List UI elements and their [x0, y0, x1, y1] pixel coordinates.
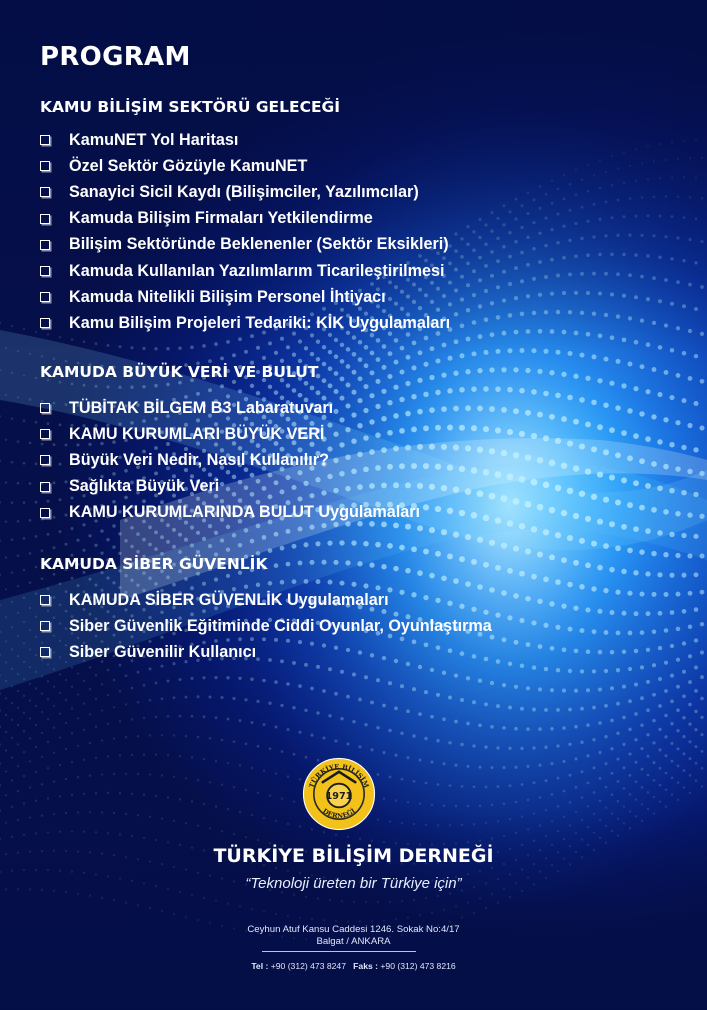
logo-ring-text-top: TÜRKİYE BİLİŞİM — [307, 762, 371, 790]
tel-label: Tel : — [251, 961, 269, 971]
checkbox-bullet-icon — [40, 403, 50, 413]
checkbox-bullet-icon — [40, 266, 50, 276]
list-item: Kamu Bilişim Projeleri Tedariki: KİK Uygulamaları — [40, 310, 450, 336]
checkbox-bullet-icon — [40, 482, 50, 492]
checkbox-bullet-icon — [40, 240, 50, 250]
checkbox-bullet-icon — [40, 647, 50, 657]
section-list-kamu-bilisim — [40, 127, 450, 337]
list-item: KamuNET Yol Haritası — [40, 127, 450, 153]
checkbox-bullet-icon — [40, 292, 50, 302]
list-item: Kamuda Kullanılan Yazılımlarım Ticarileştirilmesi — [40, 258, 450, 284]
list-item: Bilişim Sektöründe Beklenenler (Sektör Eksikleri) — [40, 232, 450, 258]
program-title: PROGRAM — [40, 42, 191, 72]
list-item: Özel Sektör Gözüyle KamuNET — [40, 153, 450, 179]
tel-number: +90 (312) 473 8247 — [270, 961, 346, 971]
list-item: Kamuda Bilişim Firmaları Yetkilendirme — [40, 206, 450, 232]
association-logo — [302, 757, 376, 831]
contact-line — [0, 961, 707, 971]
address-line-2: Balgat / ANKARA — [316, 936, 391, 947]
checkbox-bullet-icon — [40, 318, 50, 328]
list-item: Siber Güvenilir Kullanıcı — [40, 639, 492, 665]
section-heading-kamu-bilisim: KAMU BİLİŞİM SEKTÖRÜ GELECEĞİ — [40, 98, 341, 116]
logo-ring-text-bottom: DERNEĞİ — [321, 806, 357, 821]
checkbox-bullet-icon — [40, 187, 50, 197]
list-item: Kamuda Nitelikli Bilişim Personel İhtiyacı — [40, 284, 450, 310]
checkbox-bullet-icon — [40, 621, 50, 631]
checkbox-bullet-icon — [40, 214, 50, 224]
section-list-buyuk-veri — [40, 395, 420, 526]
list-item: Sağlıkta Büyük Veri — [40, 474, 420, 500]
list-item: KAMUDA SİBER GÜVENLİK Uygulamaları — [40, 587, 492, 613]
checkbox-bullet-icon — [40, 429, 50, 439]
checkbox-bullet-icon — [40, 595, 50, 605]
address-divider — [262, 951, 416, 952]
fax-number: +90 (312) 473 8216 — [380, 961, 456, 971]
checkbox-bullet-icon — [40, 455, 50, 465]
list-item: Büyük Veri Nedir, Nasıl Kullanılır? — [40, 447, 420, 473]
section-heading-siber-guvenlik: KAMUDA SİBER GÜVENLİK — [40, 555, 268, 573]
list-item: KAMU KURUMLARINDA BULUT Uygulamaları — [40, 500, 420, 526]
organization-slogan: “Teknoloji üreten bir Türkiye için” — [245, 875, 462, 892]
fax-label: Faks : — [353, 961, 379, 971]
list-item: TÜBİTAK BİLGEM B3 Labaratuvarı — [40, 395, 420, 421]
address-line-1: Ceyhun Atuf Kansu Caddesi 1246. Sokak No:4/17 — [247, 924, 460, 935]
organization-name: TÜRKİYE BİLİŞİM DERNEĞİ — [213, 845, 494, 867]
checkbox-bullet-icon — [40, 135, 50, 145]
list-item: KAMU KURUMLARI BÜYÜK VERİ — [40, 421, 420, 447]
checkbox-bullet-icon — [40, 161, 50, 171]
logo-year: 1971 — [325, 791, 353, 803]
list-item: Sanayici Sicil Kaydı (Bilişimciler, Yazılımcılar) — [40, 179, 450, 205]
section-heading-buyuk-veri: KAMUDA BÜYÜK VERİ VE BULUT — [40, 363, 319, 381]
section-list-siber-guvenlik — [40, 587, 492, 666]
checkbox-bullet-icon — [40, 508, 50, 518]
list-item: Siber Güvenlik Eğitiminde Ciddi Oyunlar, Oyunlaştırma — [40, 613, 492, 639]
